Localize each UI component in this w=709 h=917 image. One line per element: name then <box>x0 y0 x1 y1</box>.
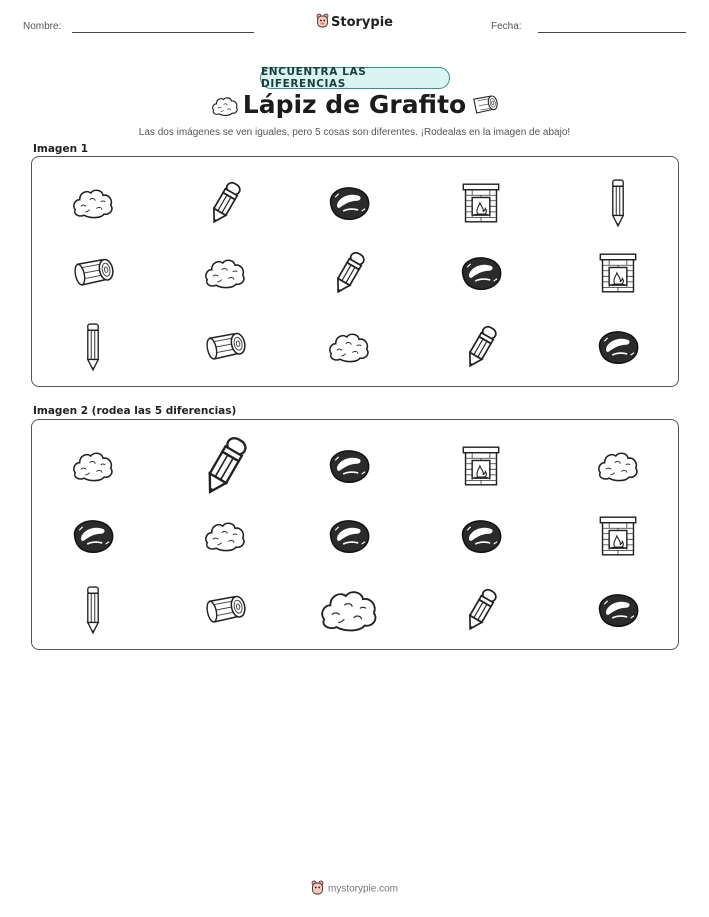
graphite-ore-icon <box>578 307 658 387</box>
date-label: Fecha: <box>491 21 522 32</box>
mascot-icon <box>316 13 329 32</box>
pencil-icon <box>578 163 658 243</box>
date-field[interactable] <box>538 32 686 33</box>
log-icon <box>53 233 133 313</box>
brand-name: Storypie <box>331 15 393 30</box>
graphite-ore-icon[interactable] <box>309 496 389 576</box>
image1-label: Imagen 1 <box>33 143 89 155</box>
image2-label: Imagen 2 (rodea las 5 diferencias) <box>33 405 237 417</box>
pencil-icon <box>309 233 389 313</box>
fireplace-icon <box>441 163 521 243</box>
fireplace-icon[interactable] <box>441 426 521 506</box>
pencil-icon <box>53 307 133 387</box>
rock-icon[interactable] <box>309 570 389 650</box>
graphite-ore-icon <box>441 233 521 313</box>
graphite-ore-icon <box>309 163 389 243</box>
brand-logo <box>0 13 709 32</box>
pencil-icon[interactable] <box>53 570 133 650</box>
graphite-ore-icon[interactable] <box>441 496 521 576</box>
fireplace-icon <box>578 233 658 313</box>
instructions: Las dos imágenes se ven iguales, pero 5 cosas son diferentes. ¡Rodealas en la imagen de abajo! <box>138 127 571 138</box>
page-title: Lápiz de Grafito <box>242 90 467 119</box>
rock-icon <box>53 163 133 243</box>
log-icon <box>185 307 265 387</box>
image2-panel[interactable] <box>31 419 679 650</box>
activity-badge: ENCUENTRA LAS DIFERENCIAS <box>260 67 450 89</box>
pencil-icon <box>441 307 521 387</box>
rock-icon <box>185 233 265 313</box>
pencil-icon <box>185 163 265 243</box>
rock-icon[interactable] <box>578 426 658 506</box>
graphite-ore-icon[interactable] <box>309 426 389 506</box>
graphite-ore-icon[interactable] <box>578 570 658 650</box>
footer <box>0 880 709 898</box>
name-label: Nombre: <box>23 21 62 32</box>
pencil-icon[interactable] <box>185 426 265 506</box>
pencil-icon[interactable] <box>441 570 521 650</box>
image1-panel <box>31 156 679 387</box>
name-field[interactable] <box>72 32 254 33</box>
rock-icon[interactable] <box>53 426 133 506</box>
fireplace-icon[interactable] <box>578 496 658 576</box>
rock-icon <box>309 307 389 387</box>
log-icon <box>468 93 500 122</box>
mascot-icon <box>311 880 324 898</box>
rock-icon[interactable] <box>185 496 265 576</box>
footer-url[interactable]: mystorypie.com <box>327 883 398 895</box>
graphite-ore-icon[interactable] <box>53 496 133 576</box>
log-icon[interactable] <box>185 570 265 650</box>
